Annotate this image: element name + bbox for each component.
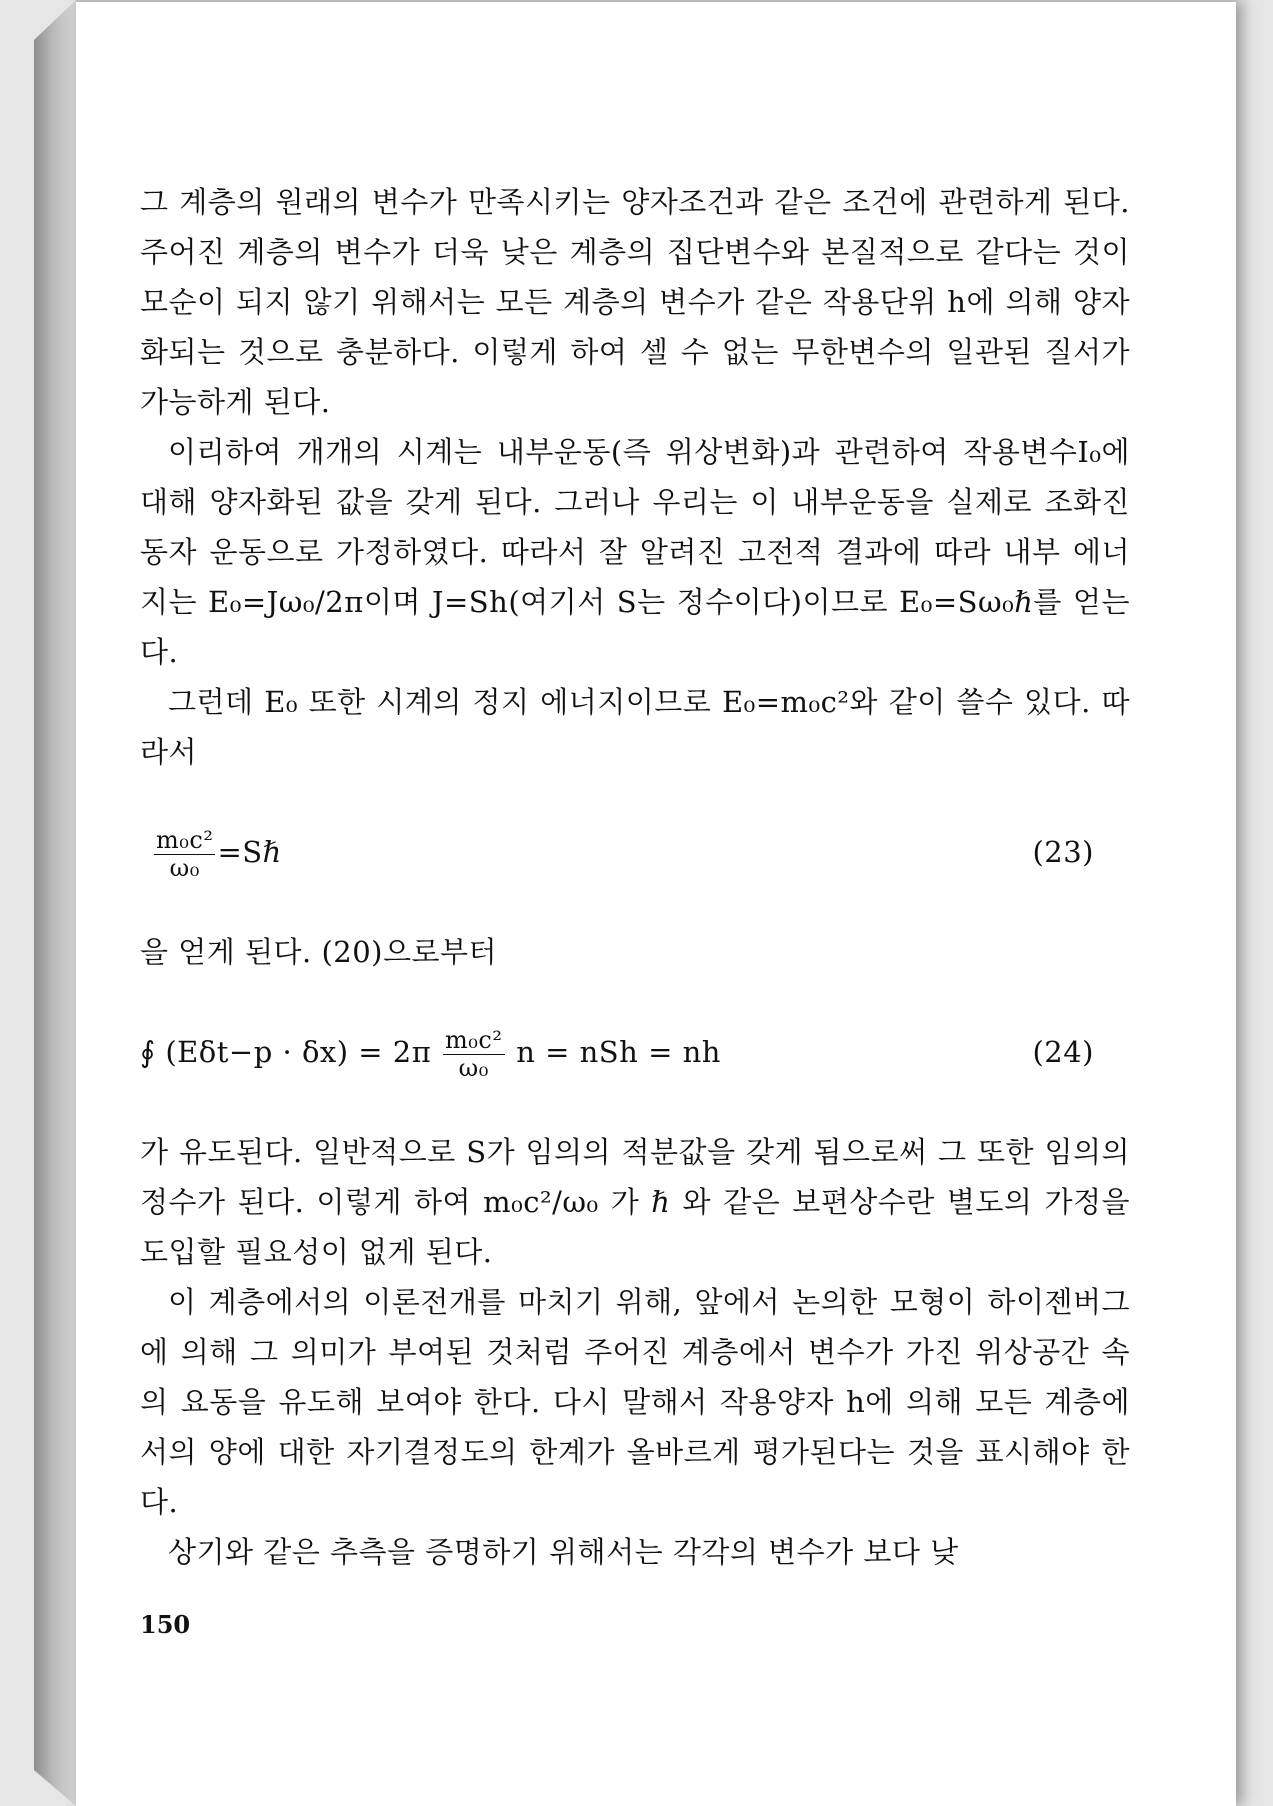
paragraph-4: 을 얻게 된다. (20)으로부터 <box>140 935 498 969</box>
equation-23-label: (23) <box>1032 835 1094 869</box>
equation-23-fraction <box>154 827 215 881</box>
paragraph-2: 이리하여 개개의 시계는 내부운동(즉 위상변화)과 관련하여 작용변수I₀에 대해 양자화된 값을 갖게 된다. 그러나 우리는 이 내부운동을 실제로 조화진동자 운동으로 가정하였다. 따라서 잘 알려진 고전적 결과에 따라 내부 에너지는 E₀=Jω₀/2π이며 J=Sh(여기서 S는 정수이다)이므로 E₀=Sω₀ℏ를 얻는다. <box>140 435 1130 669</box>
page-number: 150 <box>140 1610 191 1639</box>
page-content <box>140 177 1130 1577</box>
equation-23-numerator: m₀c² <box>156 826 214 855</box>
equation-24-label: (24) <box>1032 1035 1094 1069</box>
equation-24-numerator: m₀c² <box>445 1026 503 1055</box>
paragraph-3: 그런데 E₀ 또한 시계의 정지 에너지이므로 E₀=m₀c²와 같이 쓸수 있다. 따라서 <box>140 685 1130 769</box>
book-spine <box>34 0 76 1806</box>
paragraph-7: 상기와 같은 추측을 증명하기 위해서는 각각의 변수가 보다 낮 <box>168 1535 959 1569</box>
equation-23 <box>140 826 1130 882</box>
equation-24-rhs: n = nSh = nh <box>516 1035 721 1069</box>
equation-24-fraction <box>443 1027 504 1081</box>
equation-24-denominator: ω₀ <box>458 1053 489 1082</box>
paragraph-1: 그 계층의 원래의 변수가 만족시키는 양자조건과 같은 조건에 관련하게 된다. 주어진 계층의 변수가 더욱 낮은 계층의 집단변수와 본질적으로 같다는 것이 모순이 되지 않기 위해서는 모든 계층의 변수가 같은 작용단위 h에 의해 양자화되는 것으로 충분하다. 이렇게 하여 셀 수 없는 무한변수의 일관된 질서가 가능하게 된다. <box>140 185 1130 419</box>
equation-23-denominator: ω₀ <box>169 853 200 882</box>
equation-23-rhs: =Sℏ <box>217 835 282 869</box>
equation-24 <box>140 1026 1130 1082</box>
paragraph-6: 이 계층에서의 이론전개를 마치기 위해, 앞에서 논의한 모형이 하이젠버그에 의해 그 의미가 부여된 것처럼 주어진 계층에서 변수가 가진 위상공간 속의 요동을 유도해 보여야 한다. 다시 말해서 작용양자 h에 의해 모든 계층에서의 양에 대한 자기결정도의 한계가 올바르게 평가된다는 것을 표시해야 한다. <box>140 1285 1130 1519</box>
equation-24-lhs: ∮ (Eδt−p · δx) = 2π <box>140 1035 432 1069</box>
paragraph-5: 가 유도된다. 일반적으로 S가 임의의 적분값을 갖게 됨으로써 그 또한 임의의정수가 된다. 이렇게 하여 m₀c²/ω₀ 가 ℏ 와 같은 보편상수란 별도의 가정을 도입할 필요성이 없게 된다. <box>140 1135 1130 1269</box>
